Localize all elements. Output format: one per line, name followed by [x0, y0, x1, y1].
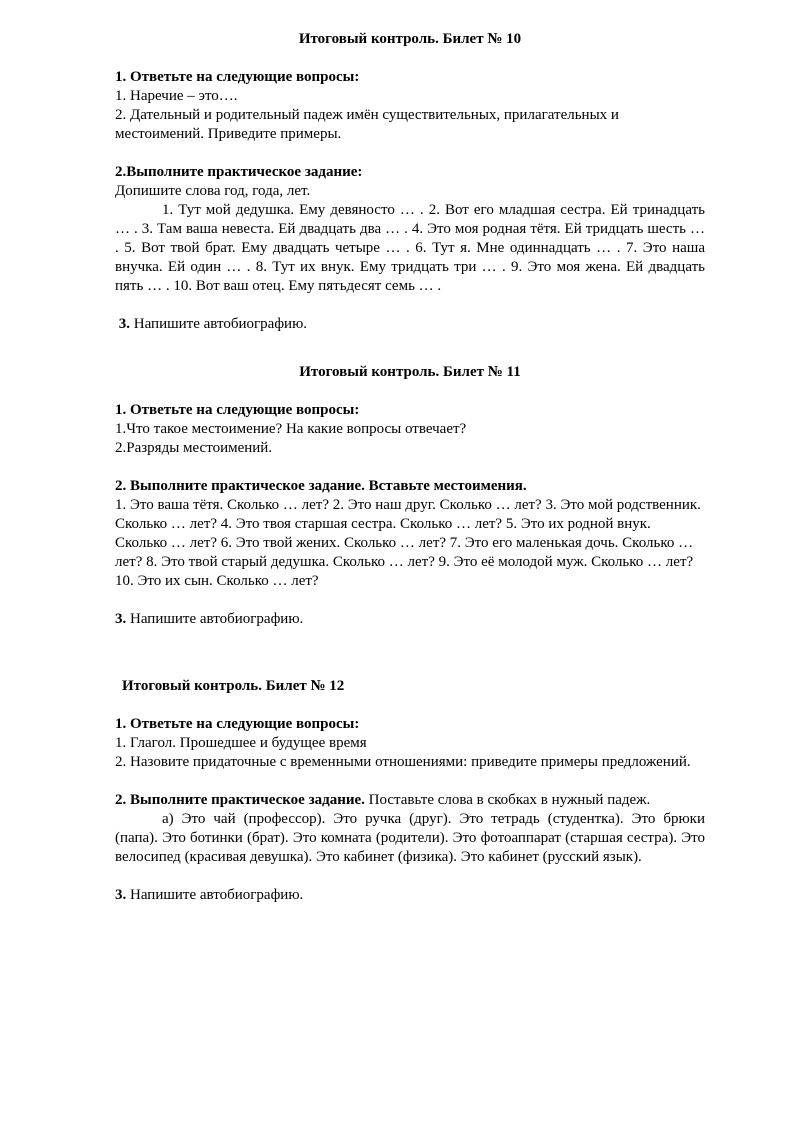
question-2-text: 1. Это ваша тётя. Сколько … лет? 2. Это наш друг. Сколько … лет? 3. Это мой родственник. Сколько … лет? 4. Это твоя старшая сестра. Сколько … лет? 5. Это их родной внук. Сколько … лет? 6. Это твой жених. Сколько … лет? 7. Это его маленькая дочь. Сколько … лет? 8. Это твой старый дедушка. Сколько … лет? 9. Это её молодой муж. Сколько … лет? 10. Это их сын. Сколько … лет?: [115, 497, 701, 589]
ticket-title: Итоговый контроль. Билет № 12: [122, 678, 345, 694]
question-3: [115, 610, 705, 629]
question-3-number: 3.: [118, 316, 130, 332]
question-1-heading: 1. Ответьте на следующие вопросы:: [115, 402, 360, 418]
question-1-item: 2. Назовите придаточные с временными отношениями: приведите примеры предложений.: [115, 754, 691, 770]
question-2-instruction: Поставьте слова в скобках в нужный падеж.: [364, 792, 651, 808]
question-1-item: 2.Разряды местоимений.: [115, 440, 273, 456]
question-3-text: Напишите автобиографию.: [126, 887, 304, 903]
question-1-item: 2. Дательный и родительный падеж имён существительных, прилагательных и местоимений. Приведите примеры.: [115, 107, 619, 142]
question-2-heading: 2.Выполните практическое задание:: [115, 164, 363, 180]
question-1-heading: 1. Ответьте на следующие вопросы:: [115, 716, 360, 732]
ticket-11: [115, 363, 705, 629]
question-1-item: 1. Наречие – это….: [115, 88, 238, 104]
question-2-intro: Допишите слова год, года, лет.: [115, 183, 311, 199]
question-1-heading: 1. Ответьте на следующие вопросы:: [115, 69, 360, 85]
question-2-heading-line: [115, 791, 705, 810]
question-2-heading: 2. Выполните практическое задание.: [115, 792, 365, 808]
question-1-item: 1.Что такое местоимение? На какие вопросы отвечает?: [115, 421, 467, 437]
question-3-number: 3.: [115, 611, 127, 627]
question-3-text: Напишите автобиографию.: [130, 316, 308, 332]
question-2-heading: 2. Выполните практическое задание. Вставьте местоимения.: [115, 478, 527, 494]
question-3-number: 3.: [115, 887, 127, 903]
ticket-10: [115, 30, 705, 334]
question-3-text: Напишите автобиографию.: [126, 611, 304, 627]
ticket-title: Итоговый контроль. Билет № 11: [299, 364, 521, 380]
question-2-text: а) Это чай (профессор). Это ручка (друг). Это тетрадь (студентка). Это брюки (папа). Это ботинки (брат). Это комната (родители). Это фотоаппарат (старшая сестра). Это велосипед (красивая девушка). Это кабинет (физика). Это кабинет (русский язык).: [115, 811, 705, 865]
question-3: [115, 315, 705, 334]
question-3: [115, 886, 705, 905]
question-1-item: 1. Глагол. Прошедшее и будущее время: [115, 735, 367, 751]
question-2-text: 1. Тут мой дедушка. Ему девяносто … . 2. Вот его младшая сестра. Ей тринадцать … . 3. Там ваша невеста. Ей двадцать два … . 4. Это моя родная тётя. Ей тридцать шесть … . 5. Вот твой брат. Ему двадцать четыре … . 6. Тут я. Мне одиннадцать … . 7. Это наша внучка. Ей один … . 8. Тут их внук. Ему тридцать три … . 9. Это моя жена. Ей двадцать пять … . 10. Вот ваш отец. Ему пятьдесят семь … .: [115, 202, 705, 294]
ticket-12: [115, 677, 705, 905]
ticket-title: Итоговый контроль. Билет № 10: [298, 31, 522, 47]
